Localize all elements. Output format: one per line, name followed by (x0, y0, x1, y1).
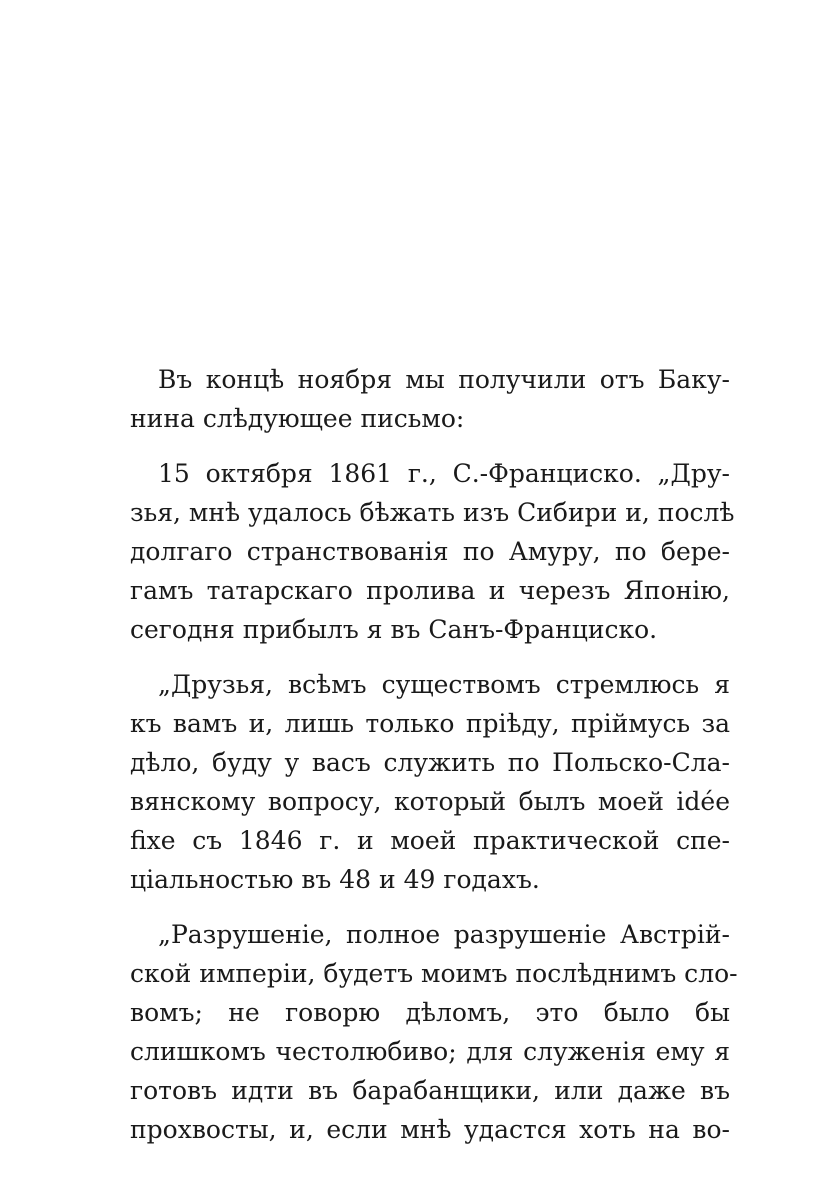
text-line: Въ концѣ ноября мы получили отъ Баку- (158, 365, 730, 394)
paragraph-letter-opening (130, 454, 735, 649)
text-line: fixe съ 1846 г. и моей практической спе- (130, 826, 730, 855)
text-line: зья, мнѣ удалось бѣжать изъ Сибири и, послѣ (130, 498, 735, 527)
text-line: ской имперіи, будетъ моимъ послѣднимъ сло- (130, 959, 738, 988)
text-line: къ вамъ и, лишь только пріѣду, пріймусь за (130, 709, 730, 738)
paragraph-intro (130, 360, 730, 438)
body-text (130, 360, 738, 1149)
text-line: гамъ татарскаго пролива и черезъ Японію, (130, 576, 730, 605)
text-line: ціальностью въ 48 и 49 годахъ. (130, 865, 540, 894)
text-line: „Друзья, всѣмъ существомъ стремлюсь я (158, 670, 730, 699)
paragraph-letter-destruction (130, 915, 738, 1149)
text-line: прохвосты, и, если мнѣ удастся хоть на во- (130, 1115, 730, 1144)
text-line: дѣло, буду у васъ служить по Польско-Сла- (130, 748, 730, 777)
text-line: сегодня прибылъ я въ Санъ-Франциско. (130, 615, 658, 644)
text-line: слишкомъ честолюбиво; для служенія ему я (130, 1037, 730, 1066)
text-line: долгаго странствованія по Амуру, по бере- (130, 537, 730, 566)
text-line: нина слѣдующее письмо: (130, 404, 465, 433)
text-line: вомъ; не говорю дѣломъ, это было бы (130, 998, 730, 1027)
text-line: вянскому вопросу, который былъ моей idée (130, 787, 730, 816)
paragraph-letter-friends (130, 665, 730, 899)
text-line: „Разрушеніе, полное разрушеніе Австрій- (158, 920, 730, 949)
text-line: готовъ идти въ барабанщики, или даже въ (130, 1076, 730, 1105)
text-line: 15 октября 1861 г., С.-Франциско. „Дру- (158, 459, 730, 488)
